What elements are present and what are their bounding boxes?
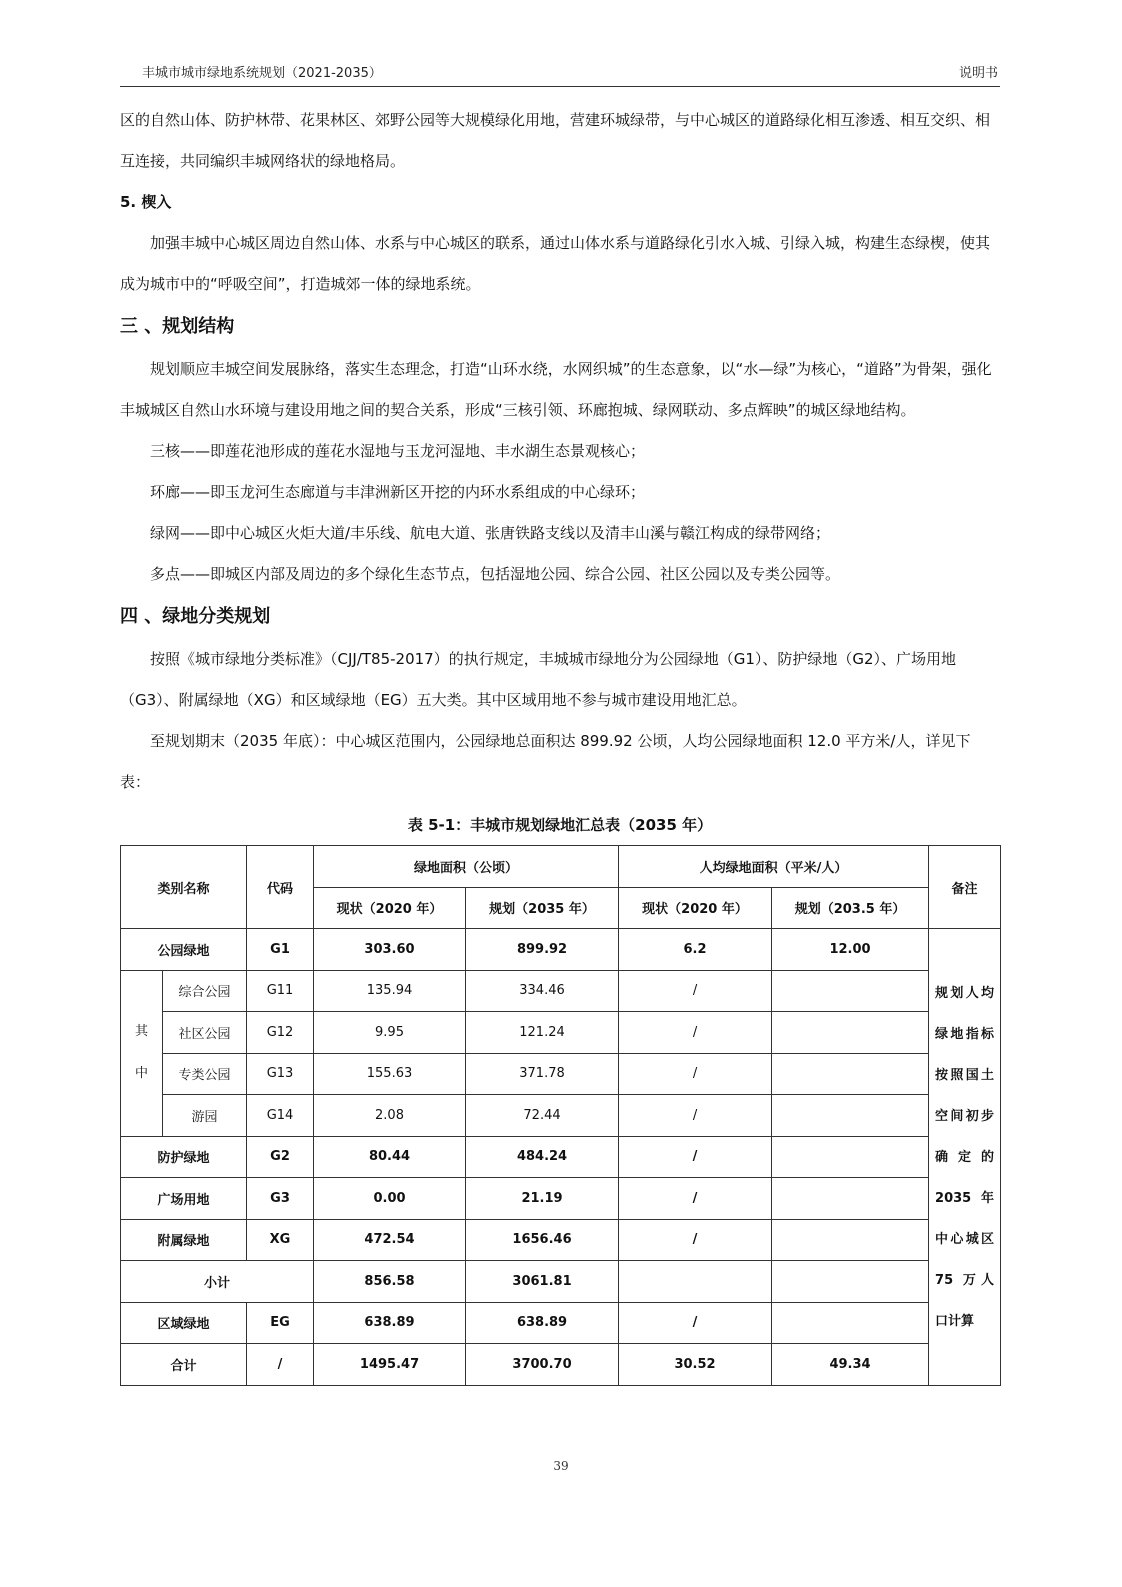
table-row: 广场用地 G3 0.00 21.19 / — [121, 1178, 1001, 1220]
header-area: 绿地面积（公顷） — [314, 846, 619, 888]
page-header — [120, 56, 1000, 87]
table-row: 专类公园 G13 155.63 371.78 / — [121, 1053, 1001, 1095]
structure-item-ring: 环廊——即玉龙河生态廊道与丰津洲新区开挖的内环水系组成的中心绿环； — [150, 483, 646, 501]
table-row: 游园 G14 2.08 72.44 / — [121, 1095, 1001, 1137]
table-title: 表 5-1：丰城市规划绿地汇总表（2035 年） — [407, 816, 713, 834]
table-note: 规划人均绿地指标按照国土空间初步确定的 2035 年中心城区 75 万人口计算 — [929, 929, 1001, 1386]
header-doc-type: 说明书 — [958, 66, 998, 81]
table-header-row — [121, 846, 1001, 888]
header-area-now: 现状（2020 年） — [314, 887, 466, 929]
table-row: 区域绿地 EG 638.89 638.89 / — [121, 1302, 1001, 1344]
section4-paragraph-1: 按照《城市绿地分类标准》（CJJ/T85-2017）的执行规定，丰城城市绿地分为公园绿地（G1）、防护绿地（G2）、广场用地（G3）、附属绿地（XG）和区域绿地（EG）五大类。其中区域用地不参与城市建设用地汇总。 — [120, 650, 957, 709]
page-content — [120, 100, 1000, 1386]
header-title: 丰城市城市绿地系统规划（2021-2035） — [142, 66, 382, 81]
section3-heading: 三 、规划结构 — [120, 316, 235, 337]
header-pc-plan: 规划（203.5 年） — [772, 887, 929, 929]
structure-item-network: 绿网——即中心城区火炬大道/丰乐线、航电大道、张唐铁路支线以及清丰山溪与赣江构成的绿带网络； — [150, 524, 831, 542]
table-row-total: 合计 / 1495.47 3700.70 30.52 49.34 — [121, 1344, 1001, 1386]
section4-paragraph-2: 至规划期末（2035 年底）：中心城区范围内，公园绿地总面积达 899.92 公顷，人均公园绿地面积 12.0 平方米/人，详见下表： — [120, 732, 971, 791]
page-number: 39 — [553, 1459, 569, 1473]
qi-zhong-label: 其 中 — [121, 970, 163, 1136]
section3-paragraph: 规划顺应丰城空间发展脉络，落实生态理念，打造“山环水绕，水网织城”的生态意象，以“水—绿”为核心，“道路”为骨架，强化丰城城区自然山水环境与建设用地之间的契合关系，形成“三核引领、环廊抱城、绿网联动、多点辉映”的城区绿地结构。 — [120, 360, 992, 419]
header-code: 代码 — [247, 846, 314, 929]
header-category: 类别名称 — [121, 846, 247, 929]
header-pc-now: 现状（2020 年） — [619, 887, 772, 929]
table-row: 防护绿地 G2 80.44 484.24 / — [121, 1136, 1001, 1178]
structure-item-points: 多点——即城区内部及周边的多个绿化生态节点，包括湿地公园、综合公园、社区公园以及专类公园等。 — [150, 565, 841, 583]
header-area-plan: 规划（2035 年） — [466, 887, 619, 929]
header-note: 备注 — [929, 846, 1001, 929]
header-per-capita: 人均绿地面积（平米/人） — [619, 846, 929, 888]
structure-item-core: 三核——即莲花池形成的莲花水湿地与玉龙河湿地、丰水湖生态景观核心； — [150, 442, 646, 460]
table-row: 社区公园 G12 9.95 121.24 / — [121, 1012, 1001, 1054]
table-row: 公园绿地 G1 303.60 899.92 6.2 12.00 规划人均绿地指标按照国土空间初步确定的 2035 年中心城区 75 万人口计算 — [121, 929, 1001, 971]
item5-heading: 5. 楔入 — [120, 193, 172, 211]
green-space-summary-table — [120, 845, 1001, 1386]
table-row-subtotal: 小计 856.58 3061.81 — [121, 1261, 1001, 1303]
paragraph-continued: 区的自然山体、防护林带、花果林区、郊野公园等大规模绿化用地，营建环城绿带，与中心城区的道路绿化相互渗透、相互交织、相互连接，共同编织丰城网络状的绿地格局。 — [120, 111, 991, 170]
table-row: 其 中 综合公园 G11 135.94 334.46 / — [121, 970, 1001, 1012]
section4-heading: 四 、绿地分类规划 — [120, 606, 271, 627]
table-row: 附属绿地 XG 472.54 1656.46 / — [121, 1219, 1001, 1261]
item5-paragraph: 加强丰城中心城区周边自然山体、水系与中心城区的联系，通过山体水系与道路绿化引水入城、引绿入城，构建生态绿楔，使其成为城市中的“呼吸空间”，打造城郊一体的绿地系统。 — [120, 234, 991, 293]
